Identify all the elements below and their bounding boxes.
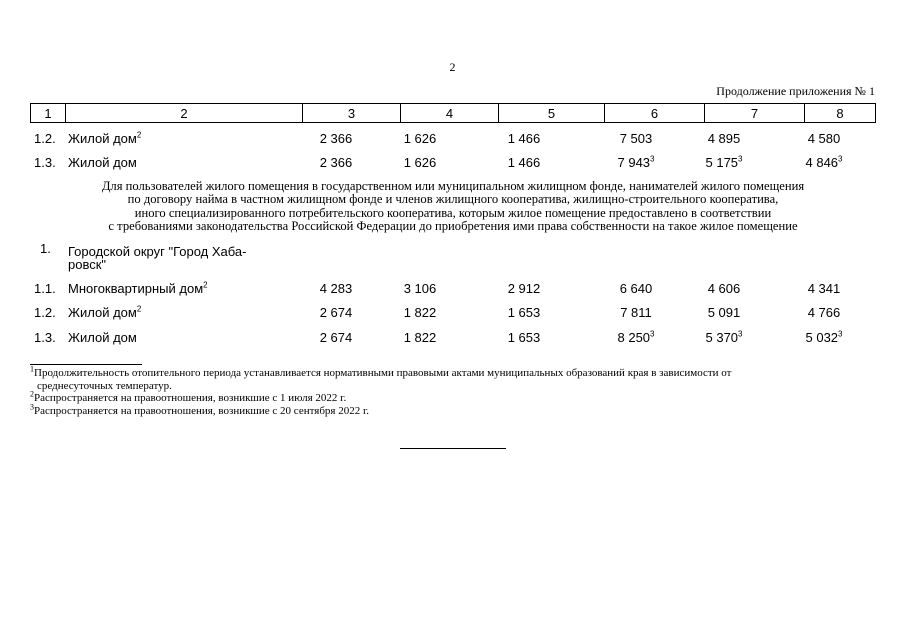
section-heading <box>30 180 876 233</box>
footnote-mark: 2 <box>30 389 34 399</box>
footnote-text: Распространяется на правоотношения, возникшие с 20 сентября 2022 г. <box>34 404 369 417</box>
section-heading-line: по договору найма в частном жилищном фонде и членов жилищного кооператива, жилищно-строительного кооператива, <box>127 192 779 207</box>
row-value-col8: 4 $846^3$ <box>805 154 843 170</box>
row-value-col5: 1 653 <box>507 305 541 320</box>
section-heading-line: иного специализированного потребительского кооператива, которым жилое помещение предоставлено в соответствии <box>134 205 772 220</box>
footnote-separator <box>30 364 142 365</box>
district-number: 1. <box>40 241 51 256</box>
row-value-col4: 1 626 <box>403 131 437 146</box>
row-value-col8: 5 $032^3$ <box>805 329 843 345</box>
row-name: Многоквартирный дом$^2$ <box>68 280 208 296</box>
row-value-col4: 1 626 <box>403 155 437 170</box>
row-value-col6: 7 811 <box>620 305 652 320</box>
column-header-4: 4 <box>401 104 499 123</box>
column-header-2: 2 <box>66 104 303 123</box>
row-value-col5: 1 466 <box>507 155 541 170</box>
column-header-row <box>31 104 876 123</box>
column-header-7: 7 <box>705 104 805 123</box>
footnote-text: среднесуточных температур. <box>37 379 172 392</box>
row-value-col5: 2 912 <box>507 281 541 296</box>
row-value-col4: 3 106 <box>403 281 437 296</box>
footnote-3 <box>30 401 876 418</box>
row-name: Жилой дом$^2$ <box>68 130 142 146</box>
row-value-col7: 4 895 <box>707 131 741 146</box>
table-row <box>30 330 876 350</box>
row-value-col5: 1 653 <box>507 330 541 345</box>
column-header-1: 1 <box>31 104 66 123</box>
row-number: 1.3. <box>34 330 56 345</box>
appendix-continuation-label: Продолжение приложения № 1 <box>716 84 875 98</box>
row-value-col3: 2 366 <box>319 131 353 146</box>
row-value-col4: 1 822 <box>403 330 437 345</box>
end-of-document-rule <box>400 448 506 449</box>
row-value-col7: 5 091 <box>707 305 741 320</box>
column-header-6: 6 <box>605 104 705 123</box>
row-value-col6: 7 $943^3$ <box>617 154 655 170</box>
column-header-8: 8 <box>805 104 876 123</box>
table-row <box>30 305 876 325</box>
footnote-2 <box>30 389 876 405</box>
row-name: Жилой дом <box>68 330 137 345</box>
footnote-mark: 3 <box>30 401 34 411</box>
footnotes <box>30 364 876 417</box>
row-value-col6: 6 640 <box>619 281 653 296</box>
row-value-col7: 4 606 <box>707 281 741 296</box>
row-name: Жилой дом$^2$ <box>68 304 142 320</box>
section-heading-line: с требованиями законодательства Российской Федерации до приобретения ими права собственности на такое жилое помещение <box>108 218 798 233</box>
row-value-col8: 4 580 <box>807 131 841 146</box>
row-value-col3: 2 674 <box>319 305 353 320</box>
row-value-col7: 5 $175^3$ <box>705 154 743 170</box>
row-number: 1.3. <box>34 155 56 170</box>
column-header-5: 5 <box>499 104 605 123</box>
row-name: Жилой дом <box>68 155 137 170</box>
footnote-1 <box>30 364 876 392</box>
footnote-text: Распространяется на правоотношения, возникшие с 1 июля 2022 г. <box>34 392 347 404</box>
row-number: 1.2. <box>34 305 56 320</box>
page-number: 2 <box>449 60 456 74</box>
footnote-mark: 1 <box>30 364 34 374</box>
row-number: 1.1. <box>34 281 56 296</box>
row-value-col4: 1 822 <box>403 305 437 320</box>
district-name: Городской округ "Город Хаба-ровск" <box>68 244 247 272</box>
column-header-3: 3 <box>303 104 401 123</box>
table-row <box>30 131 876 151</box>
row-number: 1.2. <box>34 131 56 146</box>
section-heading-line: Для пользователей жилого помещения в государственном или муниципальном жилищном фонде, нанимателей жилого помещения <box>101 179 805 193</box>
table-row <box>30 155 876 175</box>
row-value-col8: 4 766 <box>807 305 841 320</box>
row-value-col3: 2 366 <box>319 155 353 170</box>
row-value-col6: 7 503 <box>619 131 653 146</box>
footnote-text: Продолжительность отопительного периода устанавливается нормативными правовыми актами муниципальных образований края в зависимости от <box>34 367 732 379</box>
table-row <box>30 281 876 301</box>
row-value-col3: 2 674 <box>319 330 353 345</box>
row-value-col5: 1 466 <box>507 131 541 146</box>
row-value-col3: 4 283 <box>319 281 353 296</box>
row-value-col6: 8 $250^3$ <box>617 329 655 345</box>
row-value-col7: 5 $370^3$ <box>705 329 743 345</box>
row-value-col8: 4 341 <box>807 281 841 296</box>
column-header-table <box>30 103 876 123</box>
